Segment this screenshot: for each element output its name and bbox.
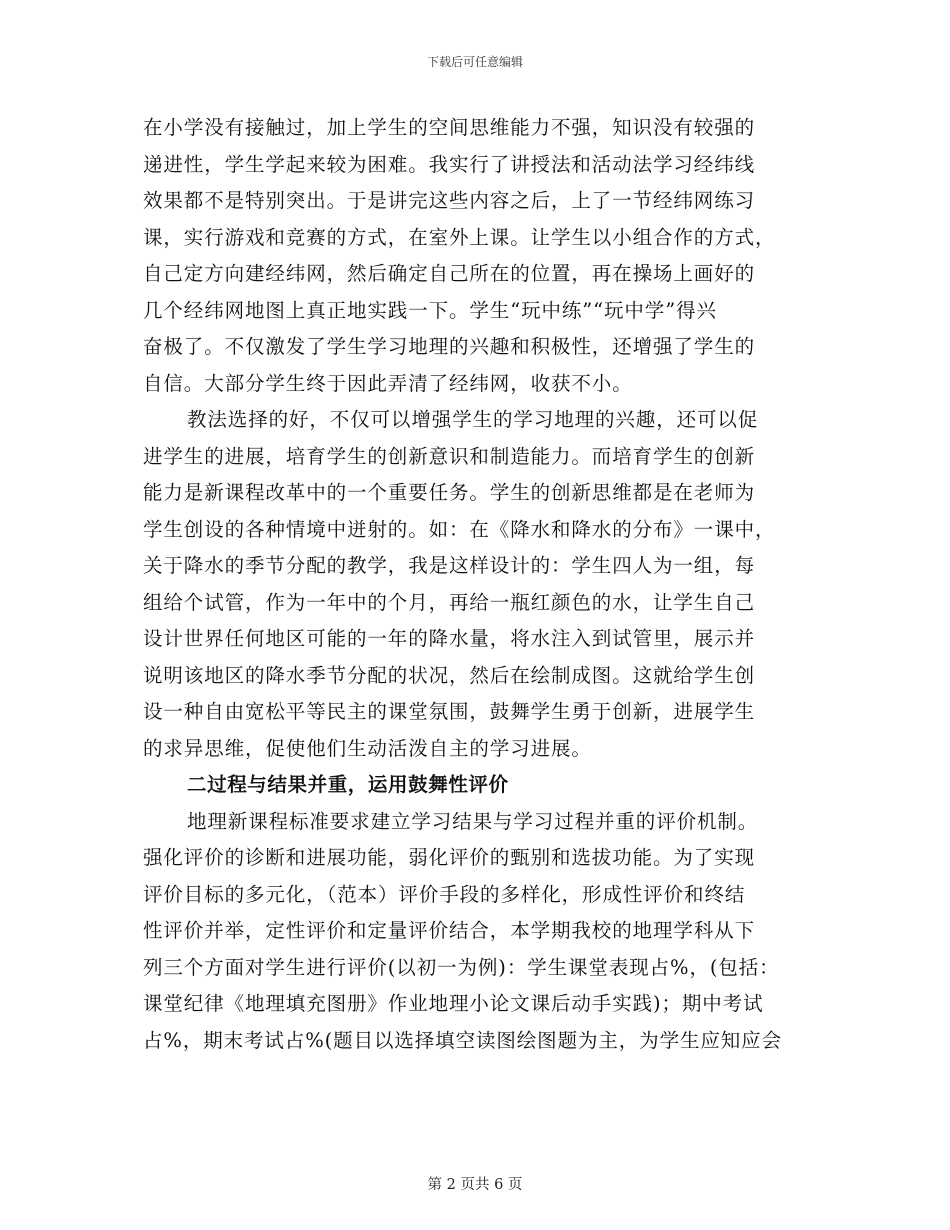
paragraph-line: 列三个方面对学生进行评价(以初一为例)：学生课堂表现占%，(包括：: [143, 955, 780, 979]
paragraph-line: 占%，期末考试占%(题目以选择填空读图绘图题为主，为学生应知应会: [143, 1028, 782, 1052]
paragraph-line: 自信。大部分学生终于因此弄清了经纬网，收获不小。: [143, 371, 633, 395]
paragraph-line: 效果都不是特别突出。于是讲完这些内容之后，上了一节经纬网练习: [143, 189, 756, 212]
paragraph-line: 说明该地区的降水季节分配的状况，然后在绘制成图。这就给学生创: [143, 663, 756, 687]
paragraph-line: 评价目标的多元化，（范本）评价手段的多样化，形成性评价和终结: [143, 882, 746, 906]
paragraph-line: 进学生的进展，培育学生的创新意识和制造能力。而培育学生的创新: [143, 444, 756, 468]
paragraph-line: 设一种自由宽松平等民主的课堂氛围，鼓舞学生勇于创新，进展学生: [143, 700, 756, 723]
paragraph-line: 设计世界任何地区可能的一年的降水量，将水注入到试管里，展示并: [143, 627, 756, 650]
paragraph-line: 强化评价的诊断和进展功能，弱化评价的甄别和选拔功能。为了实现: [143, 846, 756, 869]
paragraph-line: 地理新课程标准要求建立学习结果与学习过程并重的评价机制。: [187, 809, 759, 833]
document-body: [143, 110, 808, 1059]
paragraph-line: 能力是新课程改革中的一个重要任务。学生的创新思维都是在老师为: [143, 481, 756, 504]
paragraph-line: 奋极了。不仅激发了学生学习地理的兴趣和积极性，还增强了学生的: [143, 335, 756, 358]
paragraph-line: 在小学没有接触过，加上学生的空间思维能力不强，知识没有较强的: [143, 116, 756, 139]
paragraph-line: 递进性，学生学起来较为困难。我实行了讲授法和活动法学习经纬线: [143, 152, 756, 176]
paragraph-line: 学生创设的各种情境中迸射的。如：在《降水和降水的分布》一课中，: [143, 517, 776, 541]
paragraph-line: 关于降水的季节分配的教学，我是这样设计的：学生四人为一组，每: [143, 554, 756, 577]
paragraph-line: 课堂纪律《地理填充图册》作业地理小论文课后动手实践)；期中考试: [143, 992, 764, 1015]
paragraph-line: 教法选择的好，不仅可以增强学生的学习地理的兴趣，还可以促: [187, 408, 759, 431]
page-number: 第 2 页共 6 页: [427, 1177, 523, 1193]
paragraph-line: 的求异思维，促使他们生动活泼自主的学习进展。: [143, 736, 592, 760]
paragraph-line: 课，实行游戏和竞赛的方式，在室外上课。让学生以小组合作的方式，: [143, 225, 776, 249]
paragraph-line: 自己定方向建经纬网，然后确定自己所在的位置，再在操场上画好的: [143, 262, 756, 285]
paragraph-line: 几个经纬网地图上真正地实践一下。学生“玩中练”“玩中学”得兴: [143, 298, 717, 322]
page-header: 下载后可任意编辑: [426, 55, 523, 69]
paragraph-line: 组给个试管，作为一年中的个月，再给一瓶红颜色的水，让学生自己: [143, 590, 756, 614]
paragraph-line: 性评价并举，定性评价和定量评价结合，本学期我校的地理学科从下: [143, 919, 756, 942]
section-heading: 二过程与结果并重，运用鼓舞性评价: [187, 773, 509, 796]
